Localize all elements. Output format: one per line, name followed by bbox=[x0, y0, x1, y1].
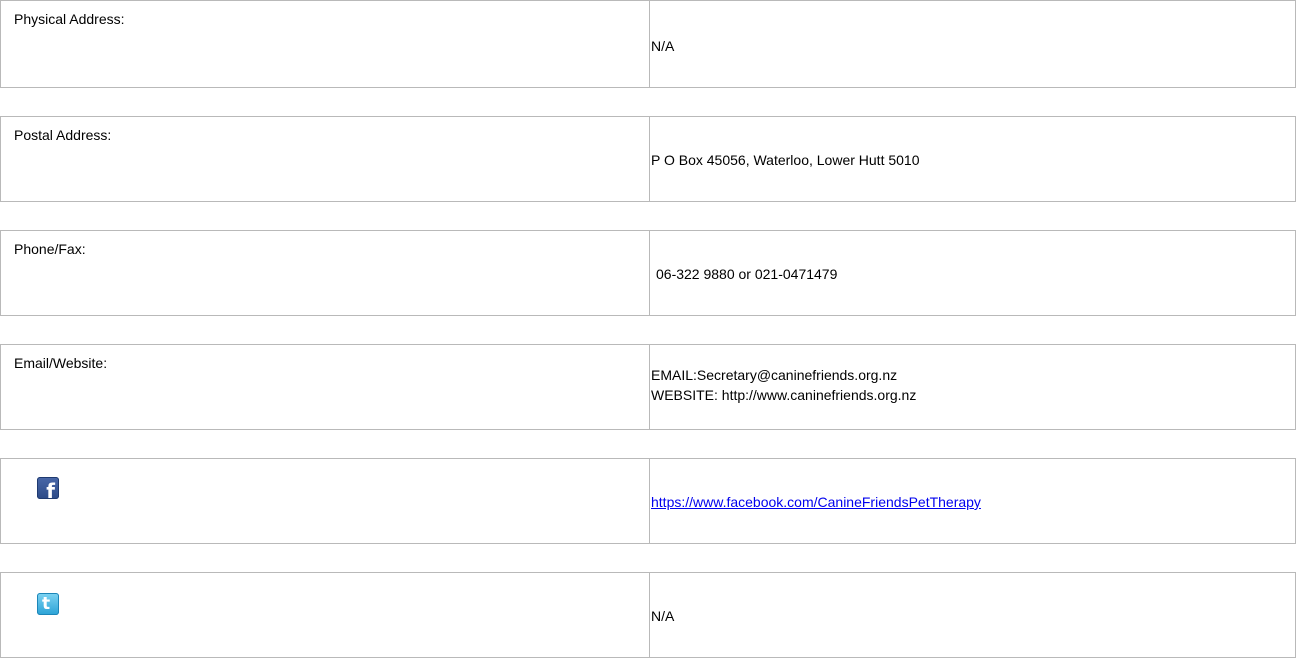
twitter-value: N/A bbox=[651, 608, 675, 624]
table-row-email-website bbox=[0, 344, 1296, 430]
physical-address-value: N/A bbox=[651, 38, 675, 54]
table-row-twitter bbox=[0, 572, 1296, 658]
table-row-facebook bbox=[0, 458, 1296, 544]
twitter-icon-glyph: t bbox=[42, 594, 51, 614]
phone-fax-value: 06-322 9880 or 021-0471479 bbox=[656, 266, 838, 282]
phone-fax-label: Phone/Fax: bbox=[14, 241, 86, 257]
email-value: EMAIL:Secretary@caninefriends.org.nz bbox=[651, 367, 898, 383]
table-row-postal-address bbox=[0, 116, 1296, 202]
value-cell bbox=[650, 117, 1295, 201]
postal-address-value: P O Box 45056, Waterloo, Lower Hutt 5010 bbox=[651, 152, 920, 168]
table-row-phone-fax bbox=[0, 230, 1296, 316]
physical-address-label: Physical Address: bbox=[14, 11, 125, 27]
email-website-label: Email/Website: bbox=[14, 355, 108, 371]
value-cell bbox=[650, 459, 1295, 543]
facebook-link[interactable]: https://www.facebook.com/CanineFriendsPetTherapy bbox=[651, 494, 981, 510]
label-cell bbox=[1, 1, 650, 87]
label-cell bbox=[1, 231, 650, 315]
label-cell bbox=[1, 117, 650, 201]
icon-cell bbox=[1, 459, 650, 543]
value-cell bbox=[650, 573, 1295, 657]
website-value: WEBSITE: http://www.caninefriends.org.nz bbox=[651, 387, 917, 403]
facebook-icon-glyph: f bbox=[46, 479, 55, 503]
facebook-icon[interactable] bbox=[37, 477, 59, 503]
label-cell bbox=[1, 345, 650, 429]
value-cell bbox=[650, 345, 1295, 429]
value-cell bbox=[650, 1, 1295, 87]
twitter-icon[interactable] bbox=[37, 593, 59, 615]
table-row-physical-address bbox=[0, 0, 1296, 88]
postal-address-label: Postal Address: bbox=[14, 127, 112, 143]
icon-cell bbox=[1, 573, 650, 657]
value-cell bbox=[650, 231, 1295, 315]
